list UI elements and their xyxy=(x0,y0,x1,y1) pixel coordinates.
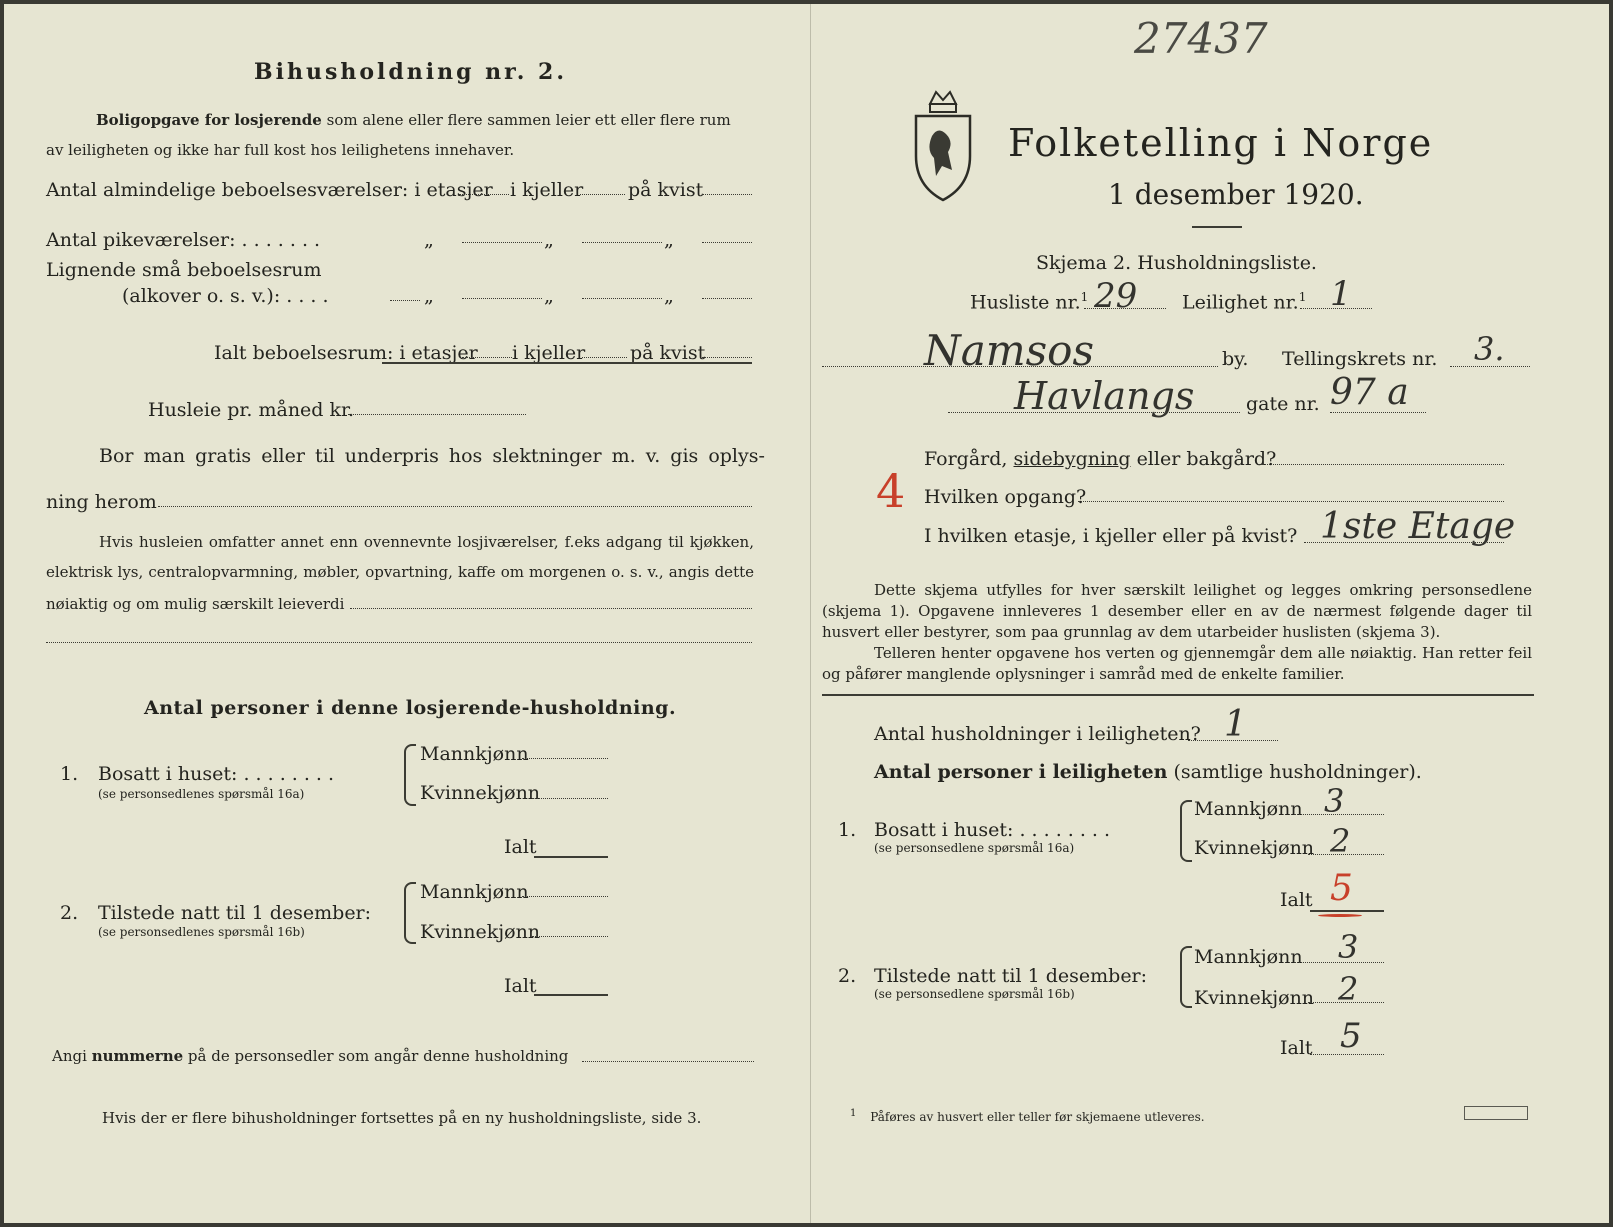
row2-line-3 xyxy=(702,242,752,243)
right-q2-ialt-value: 5 xyxy=(1340,1016,1362,1056)
intro-line-2: av leiligheten og ikke har full kost hos leilighetens innehaver. xyxy=(46,141,515,159)
right-q1-ialt-value: 5 xyxy=(1330,868,1353,909)
angi-line-fill xyxy=(582,1061,754,1062)
left-q2-ialt-label: Ialt xyxy=(504,975,537,997)
extra-line-1: Hvis husleien omfatter annet enn ovennevnte losjiværelser, f.eks adgang til kjøkken, xyxy=(99,533,754,551)
row2-line-1 xyxy=(462,242,542,243)
ialt-kvist-label: på kvist xyxy=(630,342,706,364)
row-lignende-label-b: (alkover o. s. v.): . . . . xyxy=(122,285,329,307)
ialt-beboelsesrum-label: Ialt beboelsesrum: i etasjer xyxy=(214,342,478,364)
right-q2-label: Tilstede natt til 1 desember: xyxy=(874,965,1148,987)
left-q1-sub: (se personsedlenes spørsmål 16a) xyxy=(98,787,305,801)
coat-of-arms-icon xyxy=(908,86,978,206)
right-q1-kvinne-label: Kvinnekjønn xyxy=(1194,837,1315,859)
left-q1-brace xyxy=(404,744,416,806)
right-q2-brace xyxy=(1180,946,1192,1008)
schema-label: Skjema 2. Husholdningsliste. xyxy=(1036,252,1317,274)
intro-line-1: Boligopgave for losjerende som alene eller flere sammen leier ett eller flere rum xyxy=(96,111,731,129)
left-q1-label: Bosatt i huset: . . . . . . . . xyxy=(98,763,335,785)
row1-kjeller-label: i kjeller xyxy=(510,179,584,201)
archive-number: 27437 xyxy=(1134,14,1268,63)
row2-line-2 xyxy=(582,242,662,243)
left-title: Bihusholdning nr. 2. xyxy=(254,59,567,85)
gratis-line-2: ning herom xyxy=(46,491,157,513)
etasje-line xyxy=(1304,542,1504,543)
right-q1-ialt-label: Ialt xyxy=(1280,889,1313,911)
opgang-line xyxy=(1078,501,1504,502)
printer-mark-box xyxy=(1464,1106,1528,1120)
right-q1-mann-label: Mannkjønn xyxy=(1194,798,1303,820)
husleie-label: Husleie pr. måned kr. xyxy=(148,399,355,421)
right-q1-ialt-line xyxy=(1310,910,1384,912)
city-line xyxy=(822,366,1218,367)
right-q1-brace xyxy=(1180,800,1192,862)
right-q2-mann-label: Mannkjønn xyxy=(1194,946,1303,968)
krets-value: 3. xyxy=(1474,330,1505,368)
angi-line: Angi nummerne på de personsedler som angår denne husholdning xyxy=(52,1047,569,1065)
row1-kjeller-line xyxy=(580,194,625,195)
right-q2-kvinne-value: 2 xyxy=(1338,970,1359,1008)
right-q2-kvinne-line xyxy=(1308,1002,1384,1003)
row2-ditto-1: „ xyxy=(424,229,434,251)
right-q1-mann-value: 3 xyxy=(1324,782,1345,820)
right-q1-label: Bosatt i huset: . . . . . . . . xyxy=(874,819,1111,841)
row3-line-3 xyxy=(702,298,752,299)
right-q2-ialt-label: Ialt xyxy=(1280,1037,1313,1059)
row-lignende-label-a: Lignende små beboelsesrum xyxy=(46,259,322,281)
ialt-kjeller-label: i kjeller xyxy=(512,342,586,364)
row2-ditto-3: „ xyxy=(664,229,674,251)
gate-label: gate nr. xyxy=(1246,393,1320,415)
gate-line xyxy=(1330,412,1426,413)
extra-line-full xyxy=(46,642,752,643)
etasje-question: I hvilken etasje, i kjeller eller på kvist? xyxy=(924,525,1298,547)
left-q2-mann-line xyxy=(522,896,608,897)
right-q1-mann-line xyxy=(1294,814,1384,815)
instructions-para-2: Telleren henter opgavene hos verten og gjennemgår dem alle nøiaktig. Han retter feil og påfører manglende oplysninger i samråd med de enkelte familier. xyxy=(822,644,1532,683)
row3-ditto-1: „ xyxy=(424,285,434,307)
left-q2-ialt-line xyxy=(534,994,608,996)
krets-label: Tellingskrets nr. xyxy=(1282,348,1438,370)
extra-line-2: elektrisk lys, centralopvarmning, møbler, opvartning, kaffe om morgenen o. s. v., angis dette xyxy=(46,563,754,581)
antal-husholdninger-label: Antal husholdninger i leiligheten? xyxy=(874,723,1201,745)
ialt-kvist-line xyxy=(702,357,752,358)
gate-value: 97 a xyxy=(1330,372,1409,413)
right-q2-number: 2. xyxy=(838,965,857,987)
extra-line xyxy=(350,608,752,609)
etasje-value: 1ste Etage xyxy=(1320,506,1516,547)
row-alm-vaerelser-label: Antal almindelige beboelsesværelser: i etasjer xyxy=(46,179,493,201)
right-q1-kvinne-value: 2 xyxy=(1330,822,1351,860)
red-pencil-mark: 4 xyxy=(876,464,906,518)
instructions-para-1: Dette skjema utfylles for hver særskilt leilighet og legges omkring personsedlene (skjema 1). Opgavene innleveres 1 desember eller en av de nærmest følgende dager til husvert eller bestyrer, som paa grunnlag av dem utarbeider huslisten (skjema 3). xyxy=(822,581,1532,641)
right-q2-mann-value: 3 xyxy=(1338,928,1359,966)
left-q1-kvinne-line xyxy=(532,798,608,799)
left-q1-kvinne-label: Kvinnekjønn xyxy=(420,782,541,804)
right-q1-sub: (se personsedlene spørsmål 16a) xyxy=(874,841,1075,855)
left-q2-mann-label: Mannkjønn xyxy=(420,881,529,903)
left-q1-number: 1. xyxy=(60,763,79,785)
ialt-kjeller-line xyxy=(582,357,627,358)
krets-line xyxy=(1450,366,1530,367)
right-footnote: $^1$ Påføres av husvert eller teller før skjemaene utleveres. xyxy=(850,1108,1205,1124)
row3-ditto-3: „ xyxy=(664,285,674,307)
left-q2-number: 2. xyxy=(60,902,79,924)
left-q2-sub: (se personsedlenes spørsmål 16b) xyxy=(98,925,305,939)
row1-kvist-line xyxy=(702,194,752,195)
gratis-line-1: Bor man gratis eller til underpris hos slektninger m. v. gis oplys- xyxy=(99,445,765,467)
husliste-line xyxy=(1084,308,1166,309)
right-q2-ialt-line xyxy=(1310,1054,1384,1055)
ialt-etasjer-line xyxy=(462,357,512,358)
left-q2-kvinne-label: Kvinnekjønn xyxy=(420,921,541,943)
husliste-value: 29 xyxy=(1094,276,1138,316)
left-persons-heading: Antal personer i denne losjerende-husholdning. xyxy=(144,697,677,719)
right-q2-kvinne-label: Kvinnekjønn xyxy=(1194,987,1315,1009)
leilighet-value: 1 xyxy=(1330,274,1352,314)
husliste-label: Husliste nr.$^1$ xyxy=(970,290,1089,314)
left-q2-label: Tilstede natt til 1 desember: xyxy=(98,902,372,924)
census-date: 1 desember 1920. xyxy=(1108,178,1364,211)
extra-line-3: nøiaktig og om mulig særskilt leieverdi xyxy=(46,595,345,613)
left-footer: Hvis der er flere bihusholdninger fortsettes på en ny husholdningsliste, side 3. xyxy=(102,1109,702,1127)
city-value: Namsos xyxy=(924,326,1095,375)
street-value: Havlangs xyxy=(1014,374,1195,418)
row-pikevaerelser-label: Antal pikeværelser: . . . . . . . xyxy=(46,229,321,251)
right-persons-heading: Antal personer i leiligheten (samtlige husholdninger). xyxy=(874,761,1422,783)
row3-line-1 xyxy=(462,298,542,299)
left-q1-ialt-label: Ialt xyxy=(504,836,537,858)
gratis-line xyxy=(158,506,752,507)
right-q1-kvinne-line xyxy=(1308,854,1384,855)
census-form-sheet xyxy=(4,4,1609,1223)
left-q2-kvinne-line xyxy=(532,936,608,937)
row3-line-2 xyxy=(582,298,662,299)
right-q1-number: 1. xyxy=(838,819,857,841)
left-q1-ialt-line xyxy=(534,856,608,858)
instructions-rule xyxy=(822,694,1534,696)
forgard-line xyxy=(1258,464,1504,465)
row1-kvist-label: på kvist xyxy=(628,179,704,201)
ialt-underline xyxy=(382,362,752,364)
forgard-question: Forgård, sidebygning eller bakgård? xyxy=(924,448,1277,470)
by-label: by. xyxy=(1222,348,1249,370)
street-line xyxy=(948,412,1240,413)
right-title: Folketelling i Norge xyxy=(1008,121,1434,165)
right-q2-sub: (se personsedlene spørsmål 16b) xyxy=(874,987,1075,1001)
leilighet-label: Leilighet nr.$^1$ xyxy=(1182,290,1307,314)
row3-line-0 xyxy=(390,300,420,301)
left-q2-brace xyxy=(404,882,416,944)
husleie-line xyxy=(348,414,526,415)
opgang-question: Hvilken opgang? xyxy=(924,486,1087,508)
row2-ditto-2: „ xyxy=(544,229,554,251)
left-q1-mann-line xyxy=(522,758,608,759)
row1-etasjer-line xyxy=(459,194,509,195)
leilighet-line xyxy=(1300,308,1372,309)
row3-ditto-2: „ xyxy=(544,285,554,307)
red-underline-mark xyxy=(1318,914,1362,917)
page-fold xyxy=(810,4,811,1223)
right-q2-mann-line xyxy=(1294,962,1384,963)
left-q1-mann-label: Mannkjønn xyxy=(420,743,529,765)
title-rule xyxy=(1192,226,1242,228)
antal-husholdninger-value: 1 xyxy=(1224,704,1247,745)
antal-husholdninger-line xyxy=(1188,740,1278,741)
